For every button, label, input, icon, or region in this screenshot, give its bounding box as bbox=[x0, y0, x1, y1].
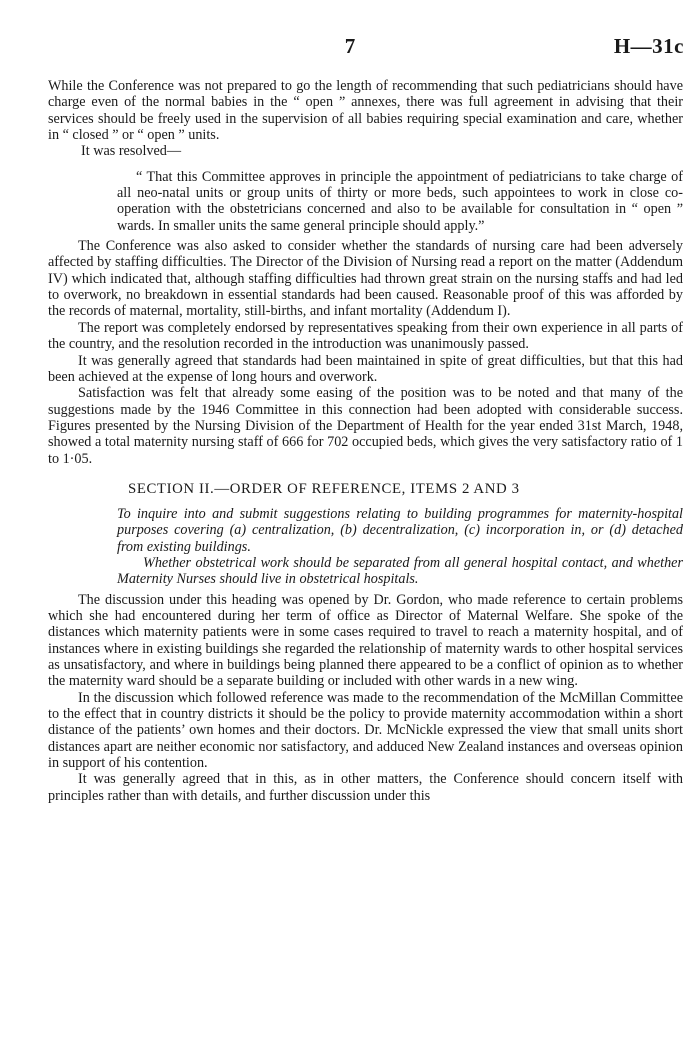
document-body bbox=[48, 78, 683, 804]
order-of-reference-item: Whether obstetrical work should be separated from all general hospital contact, and whether Maternity Nurses should live in obstetrical hospitals. bbox=[117, 554, 683, 588]
order-of-reference-item: To inquire into and submit suggestions relating to building programmes for maternity-hospital purposes covering (a) centralization, (b) decentralization, (c) incorporation in, or (d) detached from existing buildings. bbox=[117, 505, 683, 555]
page-number: 7 bbox=[344, 34, 356, 58]
paragraph: It was generally agreed that in this, as in other matters, the Conference should concern itself with principles rather than with details, and further discussion under this bbox=[48, 771, 683, 804]
paragraph: The report was completely endorsed by representatives speaking from their own experience in all parts of the country, and the resolution recorded in the introduction was unanimously passed. bbox=[48, 319, 683, 353]
paragraph: While the Conference was not prepared to go the length of recommending that such pediatricians should have charge even of the normal babies in the “ open ” annexes, there was full agreement in advising that their services should be freely used in the supervision of all babies requiring special examination and care, whether in “ closed ” or “ open ” units. bbox=[48, 78, 683, 144]
paragraph: It was generally agreed that standards had been maintained in spite of great difficulties, but that this had been achieved at the expense of long hours and overwork. bbox=[48, 352, 683, 385]
section-heading: SECTION II.—ORDER OF REFERENCE, ITEMS 2 AND 3 bbox=[128, 480, 520, 497]
resolution-intro: It was resolved— bbox=[81, 143, 182, 160]
resolution-quote: “ That this Committee approves in principle the appointment of pediatricians to take charge of all neo-natal units or group units of thirty or more beds, such appointees to work in close co-operation with the obstetricians concerned and also to be available for consultation in “ open ” wards. In smaller units the same general principle should apply.” bbox=[117, 168, 683, 234]
paragraph: The discussion under this heading was opened by Dr. Gordon, who made reference to certain problems which she had encountered during her term of office as Director of Maternal Welfare. She spoke of the distances which maternity patients were in some cases required to travel to reach a maternity hospital, and of instances where in existing buildings she regarded the relationship of maternity wards to other hospital services as unsatisfactory, and where in buildings being planned there appeared to be a conflict of opinion as to whether the maternity ward should be a separate building or included with other wards in a new wing. bbox=[48, 591, 683, 690]
paragraph: Satisfaction was felt that already some easing of the position was to be noted and that many of the suggestions made by the 1946 Committee in this connection had been adopted with considerable success. Figures presented by the Nursing Division of the Department of Health for the year ended 31st March, 1948, showed a total maternity nursing staff of 666 for 702 occupied beds, which gives the very satisfactory ratio of 1 to 1·05. bbox=[48, 385, 683, 467]
paragraph: In the discussion which followed reference was made to the recommendation of the McMillan Committee to the effect that in country districts it should be the policy to provide maternity accommodation within a short distance of the patients’ own homes and their doctors. Dr. McNickle expressed the view that small units short distances apart are neither economic nor satisfactory, and adduced New Zealand instances and overseas opinion in support of his contention. bbox=[48, 689, 683, 772]
paragraph: The Conference was also asked to consider whether the standards of nursing care had been adversely affected by staffing difficulties. The Director of the Division of Nursing read a report on the matter (Addendum IV) which indicated that, although staffing difficulties had thrown great strain on the nursing staffs and had led to overwork, no breakdown in essential standards had been caused. Reasonable proof of this was afforded by the records of maternal, mortality, still-births, and infant mortality (Addendum I). bbox=[48, 238, 683, 320]
document-reference: H—31c bbox=[613, 34, 684, 58]
